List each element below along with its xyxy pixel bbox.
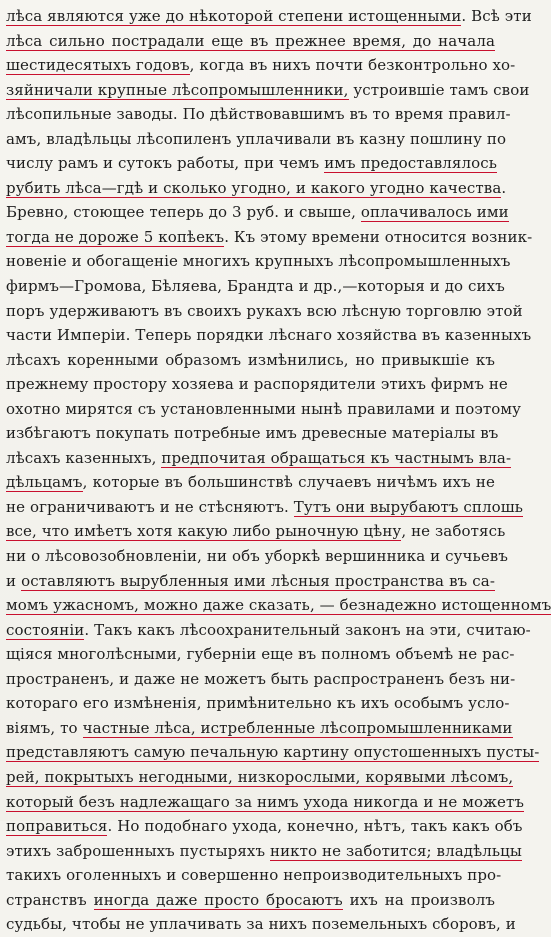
line-text: новеніе и обогащеніе многихъ крупныхъ лѣсопромышленныхъ — [6, 252, 511, 271]
underlined-phrase: оплачивалось ими — [360, 203, 509, 222]
underlined-phrase: никто не заботится; владѣльцы — [269, 841, 522, 860]
underlined-phrase: шестидесятыхъ годовъ — [6, 56, 190, 75]
underlined-phrase: который безъ надлежащаго за нимъ ухода никогда и не можетъ — [6, 792, 525, 811]
text-line — [6, 53, 516, 78]
line-text: числу рамъ и сутокъ работы, при чемъ — [6, 154, 325, 173]
line-text: , не заботясь — [401, 522, 506, 541]
text-line — [6, 618, 531, 643]
text-line — [6, 249, 511, 274]
text-line — [6, 912, 516, 937]
underlined-phrase: оставляютъ вырубленныя ими лѣсныя пространства въ са- — [21, 571, 495, 590]
text-line — [6, 372, 508, 397]
text-line — [6, 569, 495, 594]
line-text: прежнему простору хозяева и распорядители этихъ фирмъ не — [6, 375, 508, 394]
text-line — [6, 421, 499, 446]
text-line — [6, 691, 510, 716]
text-line — [6, 470, 495, 495]
text-line — [6, 642, 515, 667]
underlined-phrase: состояніи — [6, 620, 85, 639]
text-line — [6, 740, 540, 765]
line-text: поръ удерживаютъ въ своихъ рукахъ всю лѣсную торговлю этой — [6, 301, 523, 320]
line-text: котораго его измѣненія, примѣнительно къ ихъ особымъ усло- — [6, 694, 510, 713]
line-text: лѣсахъ коренными образомъ измѣнились, но привыкшіе къ — [6, 350, 495, 369]
line-text: . Всѣ эти — [461, 7, 532, 25]
line-text: не ограничиваютъ и не стѣсняютъ. — [6, 497, 294, 516]
underlined-phrase: Тутъ они вырубаютъ сплошь — [293, 497, 524, 516]
line-text: судьбы, чтобы не уплачивать за нихъ поземельныхъ сборовъ, и — [6, 915, 516, 934]
underlined-phrase: все, что имѣетъ хотя какую либо рыночную цѣну — [6, 522, 402, 541]
line-text: лѣсахъ казенныхъ, — [6, 448, 162, 467]
text-line — [6, 151, 498, 176]
text-line — [6, 667, 516, 692]
line-text: , когда въ нихъ почти безконтрольно хо- — [189, 56, 516, 75]
text-line — [6, 176, 507, 201]
line-text: лѣсопильные заводы. По дѣйствовавшимъ въ то время правил- — [6, 105, 511, 124]
text-line — [6, 544, 508, 569]
line-text: фирмъ—Громова, Бѣляева, Брандта и др.,—которыя и до сихъ — [6, 277, 505, 296]
line-text: . Но подобнаго ухода, конечно, нѣтъ, такъ какъ объ — [107, 817, 523, 836]
underlined-phrase: представляютъ самую печальную картину опустошенныхъ пусты- — [6, 743, 540, 762]
underlined-phrase: частные лѣса, истребленные лѣсопромышленниками — [82, 718, 513, 737]
line-text: избѣгаютъ покупать потребные имъ древесные матеріалы въ — [6, 424, 499, 443]
underlined-phrase: дѣльцамъ — [6, 473, 83, 492]
text-column — [6, 4, 551, 937]
text-line — [6, 127, 507, 152]
text-line — [6, 225, 533, 250]
line-text: странствъ — [6, 890, 94, 909]
text-line — [6, 4, 532, 29]
underlined-phrase: зяйничали крупные лѣсопромышленники, — [6, 80, 349, 99]
line-text: такихъ оголенныхъ и совершенно непроизводительныхъ про- — [6, 866, 502, 885]
text-line — [6, 274, 505, 299]
text-line — [6, 397, 522, 422]
underlined-phrase: поправиться — [6, 817, 108, 836]
text-line — [6, 200, 509, 225]
line-text: віямъ, то — [6, 718, 83, 737]
text-line — [6, 29, 495, 54]
line-text: щіяся многолѣсными, губерніи еще въ полномъ объемѣ не рас- — [6, 645, 515, 664]
underlined-phrase: лѣса сильно пострадали еще въ прежнее время, до начала — [6, 31, 495, 50]
line-text: . Такъ какъ лѣсоохранительный законъ на эти, считаю- — [84, 620, 531, 639]
line-text: Бревно, стоющее теперь до 3 руб. и свыше, — [6, 203, 361, 222]
text-line — [6, 495, 524, 520]
line-text: . Къ этому времени относится возник- — [224, 227, 533, 246]
underlined-phrase: тогда не дороже 5 копѣекъ — [6, 227, 225, 246]
text-line — [6, 765, 514, 790]
text-line — [6, 814, 523, 839]
line-text: этихъ заброшенныхъ пустыряхъ — [6, 841, 270, 860]
text-line — [6, 102, 511, 127]
underlined-phrase: иногда даже просто бросаютъ — [93, 890, 343, 909]
underlined-phrase: рей, покрытыхъ негодными, низкорослыми, корявыми лѣсомъ, — [6, 767, 514, 786]
line-text: и — [6, 571, 22, 590]
line-text: амъ, владѣльцы лѣсопиленъ уплачивали въ казну пошлину по — [6, 129, 507, 148]
line-text: устроившіе тамъ свои — [348, 80, 530, 99]
line-text: , которые въ большинствѣ случаевъ ничѣмъ ихъ не — [82, 473, 495, 492]
line-text: части Имперіи. Теперь порядки лѣснаго хозяйства въ казенныхъ — [6, 326, 532, 345]
text-line — [6, 446, 512, 471]
text-line — [6, 888, 495, 913]
text-line — [6, 78, 530, 103]
underlined-phrase: рубить лѣса—гдѣ и сколько угодно, и какого угодно качества — [6, 178, 502, 197]
underlined-phrase: лѣса являются уже до нѣкоторой степени истощенными — [6, 7, 462, 25]
text-line — [6, 519, 506, 544]
text-line — [6, 863, 502, 888]
text-line — [6, 593, 551, 618]
line-text: охотно мирятся съ установленными нынѣ правилами и поэтому — [6, 399, 522, 418]
underlined-phrase: имъ предоставлялось — [324, 154, 498, 173]
underlined-phrase: предпочитая обращаться къ частнымъ вла- — [161, 448, 512, 467]
line-text: ихъ на произволъ — [342, 890, 495, 909]
underlined-phrase: момъ ужасномъ, можно даже сказать, — безнадежно истощенномъ — [6, 596, 551, 615]
text-line — [6, 839, 522, 864]
line-text: пространенъ, и даже не можетъ быть распространенъ безъ ни- — [6, 669, 516, 688]
text-line — [6, 716, 513, 741]
line-text: . — [501, 178, 507, 197]
text-line — [6, 323, 532, 348]
text-line — [6, 348, 495, 373]
text-line — [6, 790, 525, 815]
line-text: ни о лѣсовозобновленіи, ни объ уборкѣ вершинника и сучьевъ — [6, 547, 508, 566]
text-line — [6, 299, 523, 324]
